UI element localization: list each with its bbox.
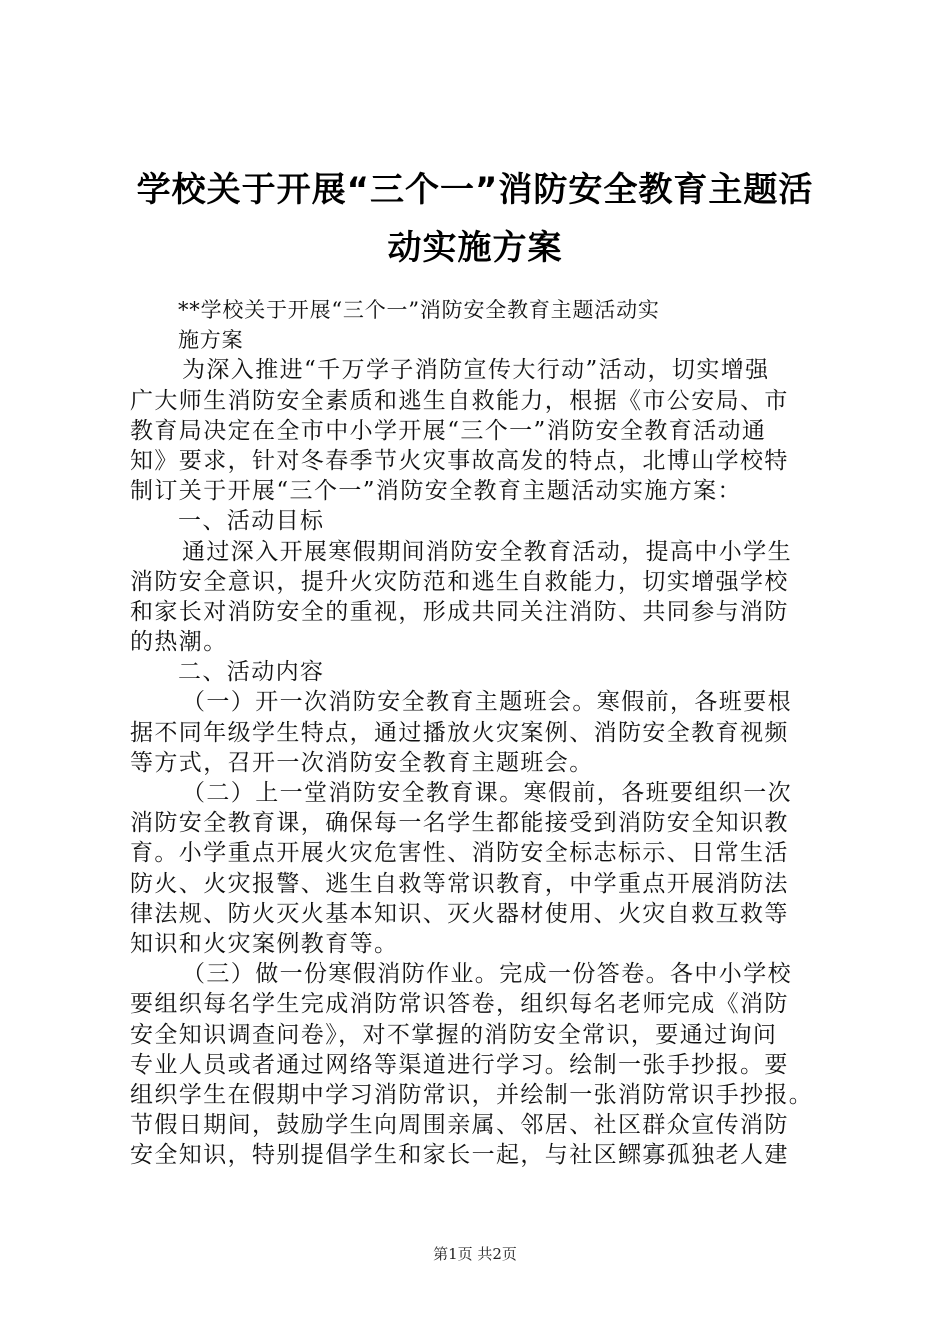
paragraph-line: 据不同年级学生特点，通过播放火灾案例、消防安全教育视频 [130, 719, 789, 746]
paragraph-line: （三）做一份寒假消防作业。完成一份答卷。各中小学校 [182, 961, 792, 988]
subtitle-line-2: 施方案 [178, 328, 244, 353]
subtitle-line-1: **学校关于开展“三个一”消防安全教育主题活动实 [178, 298, 660, 322]
paragraph-line: 教育局决定在全市中小学开展“三个一”消防安全教育活动通 [130, 417, 767, 444]
page-number-footer: 第1页 共2页 [433, 1245, 517, 1263]
paragraph-line: 的热潮。 [130, 629, 228, 656]
paragraph-line: 等方式，召开一次消防安全教育主题班会。 [130, 749, 594, 776]
paragraph-line: 律法规、防火灭火基本知识、灭火器材使用、火灾自救互救等 [130, 900, 789, 927]
paragraph-line: 专业人员或者通过网络等渠道进行学习。绘制一张手抄报。要 [130, 1051, 789, 1078]
paragraph-line: （二）上一堂消防安全教育课。寒假前，各班要组织一次 [182, 780, 792, 806]
paragraph-line: 育。小学重点开展火灾危害性、消防安全标志标示、日常生活 [130, 840, 789, 867]
paragraph-line: 安全知识调查问卷》，对不掌握的消防安全常识，要通过询问 [130, 1021, 778, 1048]
paragraph-line: 制订关于开展“三个一”消防安全教育主题活动实施方案： [130, 478, 742, 505]
paragraph-line: 知识和火灾案例教育等。 [130, 930, 399, 957]
paragraph-line: 知》要求，针对冬春季节火灾事故高发的特点，北博山学校特 [130, 447, 789, 474]
paragraph-line: 防火、火灾报警、逃生自救等常识教育，中学重点开展消防法 [130, 870, 789, 897]
document-body [130, 295, 830, 1170]
paragraph-line: 节假日期间，鼓励学生向周围亲属、邻居、社区群众宣传消防 [130, 1112, 789, 1139]
paragraph-line: 消防安全教育课，确保每一名学生都能接受到消防安全知识教 [130, 810, 789, 837]
paragraph-line: 通过深入开展寒假期间消防安全教育活动，提高中小学生 [182, 538, 792, 565]
paragraph-line: 消防安全意识，提升火灾防范和逃生自救能力，切实增强学校 [130, 568, 789, 595]
paragraph-line: 为深入推进“千万学子消防宣传大行动”活动，切实增强 [182, 357, 770, 384]
section-heading-goals: 一、活动目标 [178, 508, 325, 535]
paragraph-line: 安全知识，特别提倡学生和家长一起，与社区鳏寡孤独老人建 [130, 1142, 789, 1169]
paragraph-line: 组织学生在假期中学习消防常识，并绘制一张消防常识手抄报。 [130, 1081, 814, 1108]
section-heading-content: 二、活动内容 [178, 659, 325, 686]
document-title-line-1: 学校关于开展“三个一”消防安全教育主题活 [136, 170, 814, 210]
paragraph-line: 广大师生消防安全素质和逃生自救能力，根据《市公安局、市 [130, 387, 789, 414]
paragraph-line: 和家长对消防安全的重视，形成共同关注消防、共同参与消防 [130, 598, 789, 625]
document-title-line-2: 动实施方案 [387, 228, 563, 268]
paragraph-line: （一）开一次消防安全教育主题班会。寒假前，各班要根 [182, 689, 792, 716]
paragraph-line: 要组织每名学生完成消防常识答卷，组织每名老师完成《消防 [130, 991, 789, 1018]
